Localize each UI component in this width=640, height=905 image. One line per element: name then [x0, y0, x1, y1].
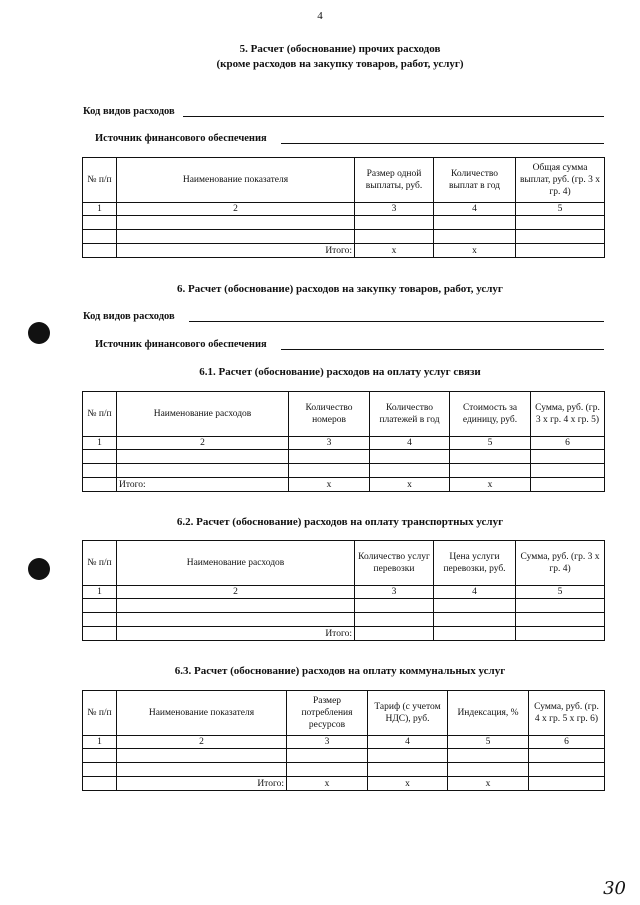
total-cell: х: [448, 777, 529, 791]
table-cell[interactable]: [83, 216, 117, 230]
header-cell: Количество номеров: [289, 392, 370, 437]
handwritten-page-mark: 30: [603, 878, 626, 899]
total-cell[interactable]: [434, 627, 516, 641]
binder-hole: [28, 322, 50, 344]
column-number-row: [83, 736, 605, 749]
table-header-row: [83, 541, 605, 586]
section5-ist-row: [95, 131, 604, 144]
ist-input-line[interactable]: [281, 131, 604, 144]
table-row[interactable]: [83, 749, 605, 763]
header-cell: Наименование показателя: [117, 691, 287, 736]
table-cell[interactable]: [448, 763, 529, 777]
table-section61: [82, 391, 605, 492]
kod-input-line[interactable]: [183, 104, 604, 117]
table-row[interactable]: [83, 216, 605, 230]
total-label: Итого:: [117, 777, 287, 791]
header-cell: Цена услуги перевозки, руб.: [434, 541, 516, 586]
table-cell[interactable]: [434, 599, 516, 613]
column-number-row: [83, 586, 605, 599]
table-cell[interactable]: [83, 450, 117, 464]
binder-hole: [28, 558, 50, 580]
total-cell[interactable]: [516, 627, 605, 641]
table-section62: [82, 540, 605, 641]
table-cell[interactable]: [355, 230, 434, 244]
table-cell[interactable]: [434, 613, 516, 627]
column-number: 4: [434, 586, 516, 599]
section5-title-line1: 5. Расчет (обоснование) прочих расходов: [239, 43, 441, 55]
table-cell[interactable]: [117, 599, 355, 613]
table-cell[interactable]: [287, 763, 368, 777]
table-cell[interactable]: [355, 599, 434, 613]
column-number: 6: [529, 736, 605, 749]
table-section63: [82, 690, 605, 791]
table-cell[interactable]: [516, 216, 605, 230]
kod-label: Код видов расходов: [83, 311, 175, 322]
table-cell[interactable]: [289, 450, 370, 464]
column-number: 1: [83, 203, 117, 216]
table-cell[interactable]: [531, 464, 605, 478]
column-number: 1: [83, 736, 117, 749]
header-cell: № п/п: [83, 691, 117, 736]
total-cell: х: [355, 244, 434, 258]
total-cell: х: [289, 478, 370, 492]
table-cell[interactable]: [368, 749, 448, 763]
section6-title: 6. Расчет (обоснование) расходов на закупку товаров, работ, услуг: [177, 283, 503, 295]
header-cell: № п/п: [83, 392, 117, 437]
page-number: 4: [317, 10, 323, 22]
header-cell: Общая сумма выплат, руб. (гр. 3 х гр. 4): [516, 158, 605, 203]
table-cell[interactable]: [434, 216, 516, 230]
table-cell[interactable]: [370, 464, 450, 478]
header-cell: Сумма, руб. (гр. 3 х гр. 4): [516, 541, 605, 586]
column-number: 3: [289, 437, 370, 450]
total-row: [83, 478, 605, 492]
total-cell: х: [287, 777, 368, 791]
header-cell: Количество выплат в год: [434, 158, 516, 203]
section6-ist-row: [95, 337, 604, 350]
table-cell[interactable]: [117, 216, 355, 230]
total-cell[interactable]: [531, 478, 605, 492]
table-cell[interactable]: [516, 230, 605, 244]
table-cell[interactable]: [83, 763, 117, 777]
total-label: Итого:: [117, 244, 355, 258]
total-cell: х: [450, 478, 531, 492]
header-cell: Наименование расходов: [117, 392, 289, 437]
header-cell: № п/п: [83, 158, 117, 203]
table-cell[interactable]: [117, 450, 289, 464]
column-number: 2: [117, 736, 287, 749]
column-number: 5: [450, 437, 531, 450]
column-number: 2: [117, 586, 355, 599]
column-number: 4: [434, 203, 516, 216]
total-label: Итого:: [117, 478, 289, 492]
table-cell[interactable]: [368, 763, 448, 777]
column-number: 1: [83, 586, 117, 599]
column-number: 4: [368, 736, 448, 749]
header-cell: Сумма, руб. (гр. 4 х гр. 5 х гр. 6): [529, 691, 605, 736]
table-cell[interactable]: [516, 599, 605, 613]
table-cell[interactable]: [450, 464, 531, 478]
table-cell[interactable]: [83, 613, 117, 627]
header-cell: № п/п: [83, 541, 117, 586]
table-cell[interactable]: [370, 450, 450, 464]
header-cell: Наименование показателя: [117, 158, 355, 203]
table-cell[interactable]: [529, 749, 605, 763]
total-cell: х: [434, 244, 516, 258]
column-number: 5: [516, 586, 605, 599]
table-cell[interactable]: [117, 230, 355, 244]
table-cell[interactable]: [83, 599, 117, 613]
section61-title: 6.1. Расчет (обоснование) расходов на оплату услуг связи: [199, 366, 481, 378]
table-cell[interactable]: [434, 230, 516, 244]
table-cell[interactable]: [117, 763, 287, 777]
total-label: Итого:: [117, 627, 355, 641]
table-cell[interactable]: [289, 464, 370, 478]
header-cell: Размер потребления ресурсов: [287, 691, 368, 736]
kod-input-line[interactable]: [189, 309, 604, 322]
table-cell[interactable]: [448, 749, 529, 763]
header-cell: Наименование расходов: [117, 541, 355, 586]
table-cell[interactable]: [83, 230, 117, 244]
column-number: 3: [355, 586, 434, 599]
table-cell[interactable]: [83, 749, 117, 763]
column-number-row: [83, 437, 605, 450]
table-section5: [82, 157, 605, 258]
ist-label: Источник финансового обеспечения: [95, 339, 267, 350]
table-cell[interactable]: [516, 613, 605, 627]
table-header-row: [83, 392, 605, 437]
total-row: [83, 777, 605, 791]
header-cell: Индексация, %: [448, 691, 529, 736]
total-row: [83, 244, 605, 258]
total-cell[interactable]: [516, 244, 605, 258]
table-row[interactable]: [83, 599, 605, 613]
column-number: 4: [370, 437, 450, 450]
table-cell[interactable]: [287, 749, 368, 763]
column-number-row: [83, 203, 605, 216]
total-cell[interactable]: [355, 627, 434, 641]
total-cell[interactable]: [529, 777, 605, 791]
header-cell: Количество услуг перевозки: [355, 541, 434, 586]
table-row[interactable]: [83, 450, 605, 464]
table-cell[interactable]: [531, 450, 605, 464]
header-cell: Тариф (с учетом НДС), руб.: [368, 691, 448, 736]
table-cell[interactable]: [117, 464, 289, 478]
section63-title: 6.3. Расчет (обоснование) расходов на оплату коммунальных услуг: [174, 665, 506, 677]
total-cell: [83, 478, 117, 492]
table-cell[interactable]: [83, 464, 117, 478]
total-cell: [83, 244, 117, 258]
header-cell: Количество платежей в год: [370, 392, 450, 437]
ist-label: Источник финансового обеспечения: [95, 133, 267, 144]
total-cell: х: [370, 478, 450, 492]
total-cell: х: [368, 777, 448, 791]
column-number: 5: [516, 203, 605, 216]
table-cell[interactable]: [117, 749, 287, 763]
column-number: 5: [448, 736, 529, 749]
kod-label: Код видов расходов: [83, 106, 175, 117]
column-number: 3: [287, 736, 368, 749]
column-number: 2: [117, 437, 289, 450]
total-cell: [83, 627, 117, 641]
header-cell: Стоимость за единицу, руб.: [450, 392, 531, 437]
header-cell: Размер одной выплаты, руб.: [355, 158, 434, 203]
total-row: [83, 627, 605, 641]
total-cell: [83, 777, 117, 791]
ist-input-line[interactable]: [281, 337, 604, 350]
header-cell: Сумма, руб. (гр. 3 х гр. 4 х гр. 5): [531, 392, 605, 437]
table-cell[interactable]: [529, 763, 605, 777]
table-header-row: [83, 691, 605, 736]
table-header-row: [83, 158, 605, 203]
table-cell[interactable]: [450, 450, 531, 464]
table-row[interactable]: [83, 763, 605, 777]
section5-title-line2: (кроме расходов на закупку товаров, работ, услуг): [216, 58, 464, 70]
table-row[interactable]: [83, 230, 605, 244]
section5-title: [60, 42, 620, 72]
column-number: 6: [531, 437, 605, 450]
column-number: 2: [117, 203, 355, 216]
table-cell[interactable]: [117, 613, 355, 627]
section6-kod-row: [83, 309, 604, 322]
section62-title: 6.2. Расчет (обоснование) расходов на оплату транспортных услуг: [176, 516, 504, 528]
table-cell[interactable]: [355, 613, 434, 627]
table-row[interactable]: [83, 464, 605, 478]
table-cell[interactable]: [355, 216, 434, 230]
section5-kod-row: [83, 104, 604, 117]
column-number: 3: [355, 203, 434, 216]
column-number: 1: [83, 437, 117, 450]
table-row[interactable]: [83, 613, 605, 627]
